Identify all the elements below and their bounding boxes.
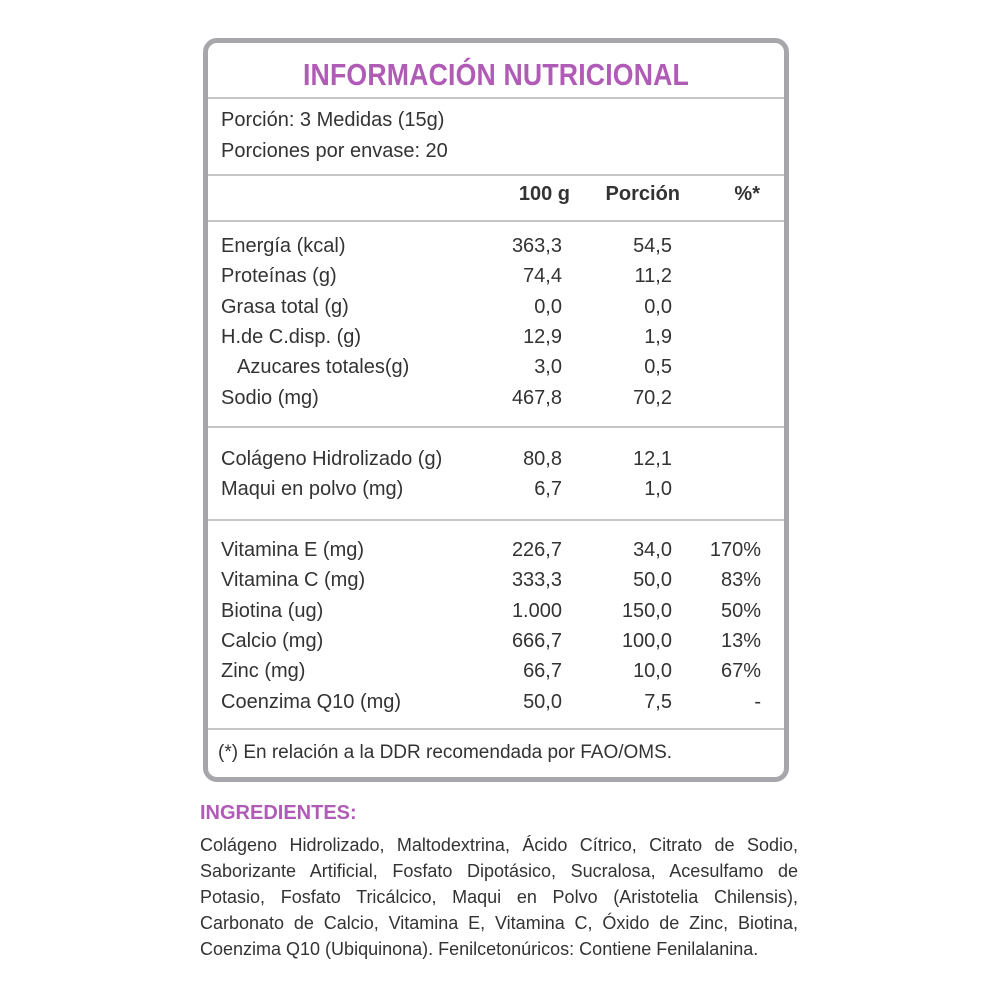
value-percent: 170% [709,539,761,561]
value-100g: 333,3 [511,569,562,592]
nutrient-label: Maqui en polvo (mg) [221,478,404,501]
nutrient-label: Biotina (ug) [221,599,324,622]
value-100g: 50,0 [523,690,562,713]
value-percent: 67% [720,660,761,683]
table-row [221,356,784,386]
nutrient-label: Energía (kcal) [221,235,346,257]
ingredients-text: Colágeno Hidrolizado, Maltodextrina, Ácido Cítrico, Citrato de Sodio, Saborizante Artificial, Fosfato Dipotásico, Sucralosa, Acesulfamo de Potasio, Fosfato Tricálcico, Maqui en Polvo (Aristotelia Chilensis), Carbonato de Calcio, Vitamina E, Vitamina C, Óxido de Zinc, Biotina, Coenzima Q10 (Ubiquinona). Fenilcetonúricos: Contiene Fenilalanina. [200,835,798,959]
value-100g: 0,0 [534,295,562,318]
column-header-porcion: Porción [605,183,680,205]
nutrient-label: Vitamina E (mg) [221,539,365,561]
value-100g: 74,4 [523,265,562,288]
nutrition-panel [203,38,789,782]
table-row [221,539,784,569]
value-100g: 6,7 [534,478,562,501]
nutrient-label: Vitamina C (mg) [221,569,366,592]
column-header-100g: 100 g [518,183,570,205]
value-porcion: 11,2 [634,265,672,288]
table-row [221,478,784,508]
nutrient-label: Grasa total (g) [221,295,349,318]
portion-size: Porción: 3 Medidas (15g) [221,109,445,131]
divider [208,728,784,730]
footnote: (*) En relación a la DDR recomendada por FAO/OMS. [218,742,673,763]
table-row [221,387,784,417]
table-row [221,326,784,356]
value-porcion: 7,5 [644,690,672,713]
table-row [221,691,784,721]
table-row [221,630,784,660]
nutrient-label: Coenzima Q10 (mg) [221,690,402,713]
value-porcion: 100,0 [621,629,672,652]
table-row [221,235,784,265]
table-row [221,660,784,690]
value-porcion: 10,0 [633,660,672,683]
nutrient-label: Zinc (mg) [221,660,306,683]
value-porcion: 50,0 [633,569,672,592]
divider [208,426,784,428]
nutrient-label: H.de C.disp. (g) [221,325,362,348]
value-porcion: 150,0 [621,599,672,622]
value-100g: 666,7 [511,629,562,652]
column-header-percent: %* [734,183,760,205]
value-100g: 363,3 [511,235,562,257]
table-row [221,600,784,630]
value-100g: 3,0 [534,356,562,379]
servings-per-container: Porciones por envase: 20 [221,140,448,162]
nutrient-label: Proteínas (g) [221,265,337,288]
table-row [221,448,784,478]
divider [208,519,784,521]
table-row [221,569,784,599]
value-porcion: 1,9 [644,325,672,348]
ingredients-title: INGREDIENTES: [200,802,357,824]
table-row [221,265,784,295]
value-100g: 80,8 [523,448,562,470]
divider [208,220,784,222]
value-porcion: 54,5 [633,235,672,257]
value-porcion: 0,0 [644,295,672,318]
value-percent: 50% [720,599,761,622]
value-percent: - [754,690,761,713]
value-100g: 1.000 [511,599,562,622]
value-porcion: 12,1 [633,448,672,470]
nutrient-label: Azucares totales(g) [237,356,410,379]
panel-title: INFORMACIÓN NUTRICIONAL [302,57,690,92]
table-row [221,296,784,326]
value-porcion: 1,0 [644,478,672,501]
value-100g: 12,9 [523,325,562,348]
nutrient-label: Calcio (mg) [221,629,324,652]
nutrient-label: Colágeno Hidrolizado (g) [221,448,443,470]
value-porcion: 34,0 [633,539,672,561]
value-100g: 66,7 [523,660,562,683]
nutrient-label: Sodio (mg) [221,386,319,409]
divider [208,97,784,99]
value-100g: 467,8 [511,386,562,409]
divider [208,174,784,176]
value-100g: 226,7 [511,539,562,561]
value-percent: 13% [720,629,761,652]
value-porcion: 70,2 [633,386,672,409]
value-porcion: 0,5 [644,356,672,379]
value-percent: 83% [720,569,761,592]
